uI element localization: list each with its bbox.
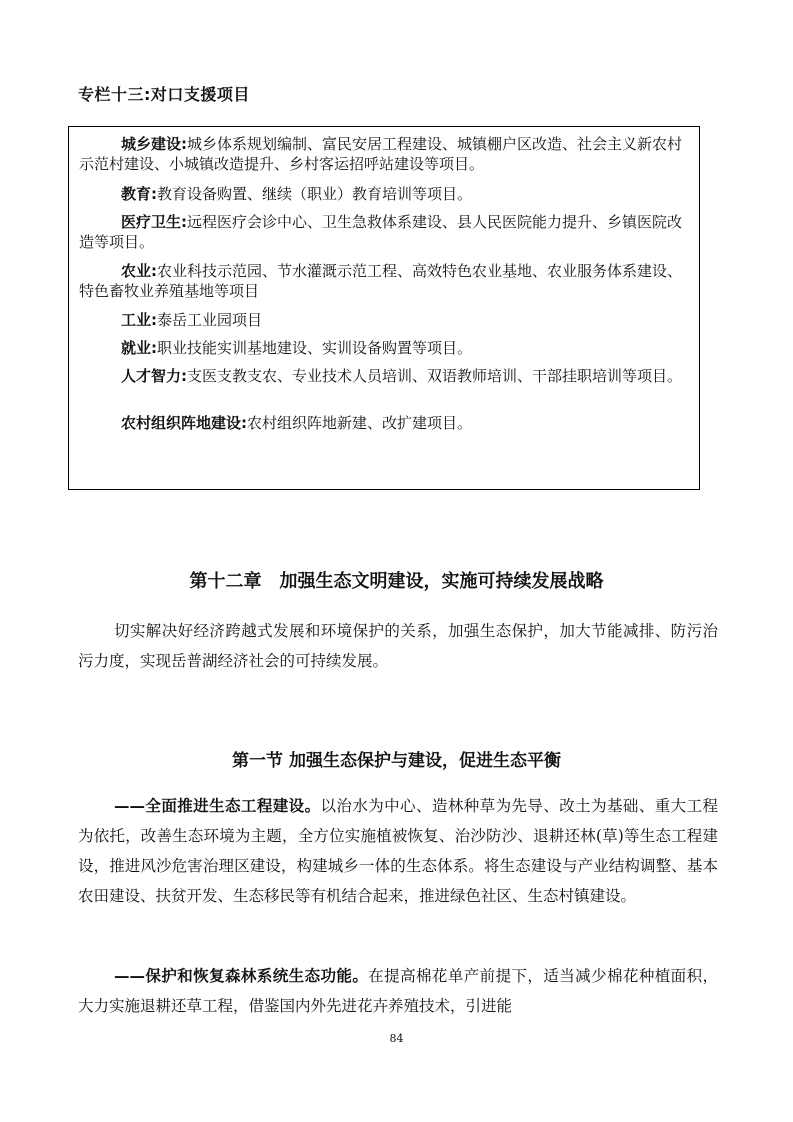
body-paragraph — [78, 791, 718, 911]
box-item-text: 泰岳工业园项目 — [157, 311, 263, 329]
paragraph-lead: ——保护和恢复森林系统生态功能。 — [114, 967, 369, 985]
box-item — [79, 310, 693, 330]
box-item — [79, 338, 693, 358]
box-item — [79, 134, 693, 174]
box-item-key: 农业: — [121, 262, 157, 280]
box-item-text: 职业技能实训基地建设、实训设备购置等项目。 — [157, 339, 473, 357]
box-item-key: 人才智力: — [121, 367, 187, 385]
box-item — [79, 212, 693, 252]
box-item-text: 农业科技示范园、节水灌溉示范工程、高效特色农业基地、农业服务体系建设、特色畜牧业养殖基地等项目 — [79, 262, 683, 300]
box-item-key: 城乡建设: — [121, 135, 187, 153]
paragraph-lead: ——全面推进生态工程建设。 — [114, 797, 321, 815]
chapter-title: 第十二章 加强生态文明建设，实施可持续发展战略 — [189, 571, 604, 592]
intro-paragraph: 切实解决好经济跨越式发展和环境保护的关系，加强生态保护，加大节能减排、防污治污力度，实现岳普湖经济社会的可持续发展。 — [78, 622, 718, 670]
box-item — [79, 261, 693, 301]
box-item-text: 远程医疗会诊中心、卫生急救体系建设、县人民医院能力提升、乡镇医院改造等项目。 — [79, 213, 683, 251]
box-item-text: 城乡体系规划编制、富民安居工程建设、城镇棚户区改造、社会主义新农村示范村建设、小城镇改造提升、乡村客运招呼站建设等项目。 — [79, 135, 683, 173]
box-item-key: 医疗卫生: — [121, 213, 187, 231]
box-item — [79, 184, 693, 204]
box-item-key: 工业: — [121, 311, 157, 329]
box-item-text: 支医支教支农、专业技术人员培训、双语教师培训、干部挂职培训等项目。 — [187, 367, 683, 385]
box-item-key: 教育: — [121, 185, 157, 203]
body-paragraph — [78, 961, 718, 1021]
box-item-key: 就业: — [121, 339, 157, 357]
box-item — [79, 413, 693, 433]
page-number: 84 — [389, 1032, 404, 1045]
paragraph-text: 以治水为中心、造林种草为先导、改土为基础、重大工程为依托，改善生态环境为主题，全方位实施植被恢复、治沙防沙、退耕还林(草)等生态工程建设，推进风沙危害治理区建设，构建城乡一体的生态体系。将生态建设与产业结构调整、基本农田建设、扶贫开发、生态移民等有机结合起来，推进绿色社区、生态村镇建设。 — [78, 797, 718, 905]
box-item-text: 农村组织阵地新建、改扩建项目。 — [247, 414, 473, 432]
box-title: 专栏十三:对口支援项目 — [78, 85, 250, 104]
box-item-text: 教育设备购置、继续（职业）教育培训等项目。 — [157, 185, 473, 203]
box-item-key: 农村组织阵地建设: — [121, 414, 247, 432]
paragraph-text: 在提高棉花单产前提下，适当减少棉花种植面积，大力实施退耕还草工程，借鉴国内外先进花卉养殖技术，引进能 — [78, 967, 718, 1015]
support-projects-box — [68, 126, 700, 490]
box-item — [79, 366, 693, 386]
section-title: 第一节 加强生态保护与建设，促进生态平衡 — [232, 751, 561, 771]
